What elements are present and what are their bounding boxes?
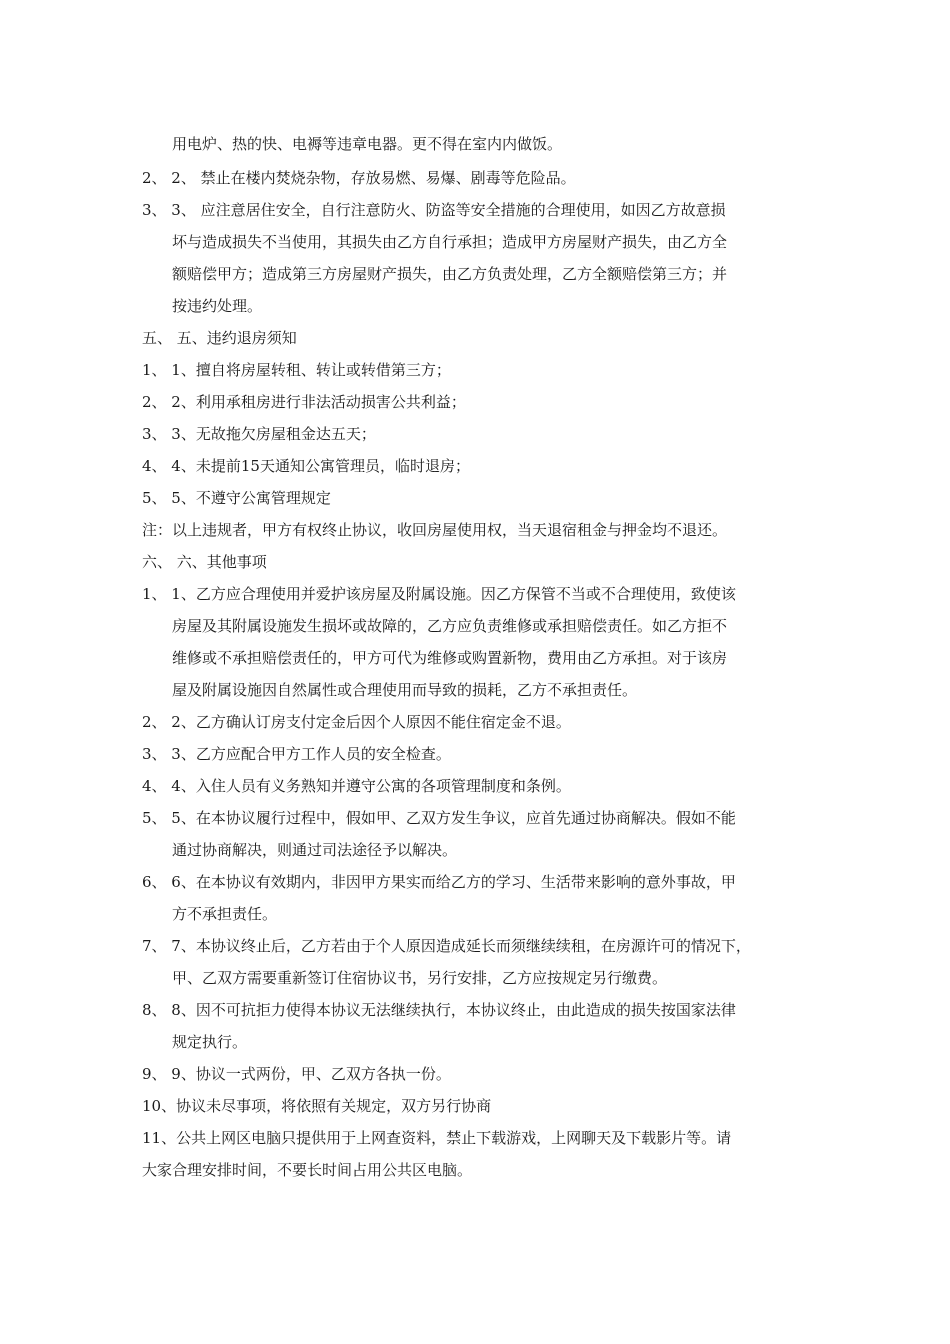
list-item: 2、 2、乙方确认订房支付定金后因个人原因不能住宿定金不退。 — [142, 713, 571, 731]
text-line: 通过协商解决，则通过司法途径予以解决。 — [172, 841, 458, 859]
list-item: 2、 2、 禁止在楼内焚烧杂物，存放易燃、易爆、剧毒等危险品。 — [142, 169, 576, 187]
list-item: 7、 7、本协议终止后，乙方若由于个人原因造成延长而须继续续租，在房源许可的情况下， — [142, 937, 751, 955]
list-item: 4、 4、入住人员有义务熟知并遵守公寓的各项管理制度和条例。 — [142, 777, 571, 795]
list-item: 5、 5、在本协议履行过程中，假如甲、乙双方发生争议，应首先通过协商解决。假如不能 — [142, 809, 736, 827]
list-item: 2、 2、利用承租房进行非法活动损害公共利益； — [142, 393, 466, 411]
text-line: 规定执行。 — [172, 1033, 248, 1051]
list-item: 9、 9、协议一式两份，甲、乙双方各执一份。 — [142, 1065, 451, 1083]
text-line: 额赔偿甲方；造成第三方房屋财产损失，由乙方负责处理，乙方全额赔偿第三方；并 — [172, 265, 728, 283]
list-item: 3、 3、 应注意居住安全，自行注意防火、防盗等安全措施的合理使用，如因乙方故意损 — [142, 201, 726, 219]
text-line: 按违约处理。 — [172, 297, 263, 315]
text-line: 用电炉、热的快、电褥等违章电器。更不得在室内内做饭。 — [172, 135, 563, 153]
list-item: 4、 4、未提前15天通知公寓管理员，临时退房； — [142, 457, 470, 475]
text-line: 方不承担责任。 — [172, 905, 278, 923]
list-item: 3、 3、无故拖欠房屋租金达五天； — [142, 425, 376, 443]
text-line: 大家合理安排时间，不要长时间占用公共区电脑。 — [142, 1161, 473, 1179]
note-line: 注：以上违规者，甲方有权终止协议，收回房屋使用权，当天退宿租金与押金均不退还。 — [142, 521, 728, 539]
list-item: 3、 3、乙方应配合甲方工作人员的安全检查。 — [142, 745, 451, 763]
list-item: 1、 1、乙方应合理使用并爱护该房屋及附属设施。因乙方保管不当或不合理使用，致使该 — [142, 585, 736, 603]
text-line: 甲、乙双方需要重新签订住宿协议书，另行安排，乙方应按规定另行缴费。 — [172, 969, 668, 987]
text-line: 房屋及其附属设施发生损坏或故障的，乙方应负责维修或承担赔偿责任。如乙方拒不 — [172, 617, 728, 635]
list-item: 1、 1、擅自将房屋转租、转让或转借第三方； — [142, 361, 451, 379]
section-heading: 六、 六、其他事项 — [142, 553, 267, 571]
list-item: 11、公共上网区电脑只提供用于上网查资料，禁止下载游戏，上网聊天及下载影片等。请 — [142, 1129, 732, 1147]
text-line: 坏与造成损失不当使用，其损失由乙方自行承担；造成甲方房屋财产损失，由乙方全 — [172, 233, 728, 251]
list-item: 8、 8、因不可抗拒力使得本协议无法继续执行，本协议终止，由此造成的损失按国家法律 — [142, 1001, 736, 1019]
text-line: 维修或不承担赔偿责任的，甲方可代为维修或购置新物，费用由乙方承担。对于该房 — [172, 649, 728, 667]
text-line: 屋及附属设施因自然属性或合理使用而导致的损耗，乙方不承担责任。 — [172, 681, 638, 699]
list-item: 6、 6、在本协议有效期内，非因甲方果实而给乙方的学习、生活带来影响的意外事故，甲 — [142, 873, 736, 891]
list-item: 10、协议未尽事项，将依照有关规定，双方另行协商 — [142, 1097, 492, 1115]
list-item: 5、 5、不遵守公寓管理规定 — [142, 489, 331, 507]
section-heading: 五、 五、违约退房须知 — [142, 329, 297, 347]
